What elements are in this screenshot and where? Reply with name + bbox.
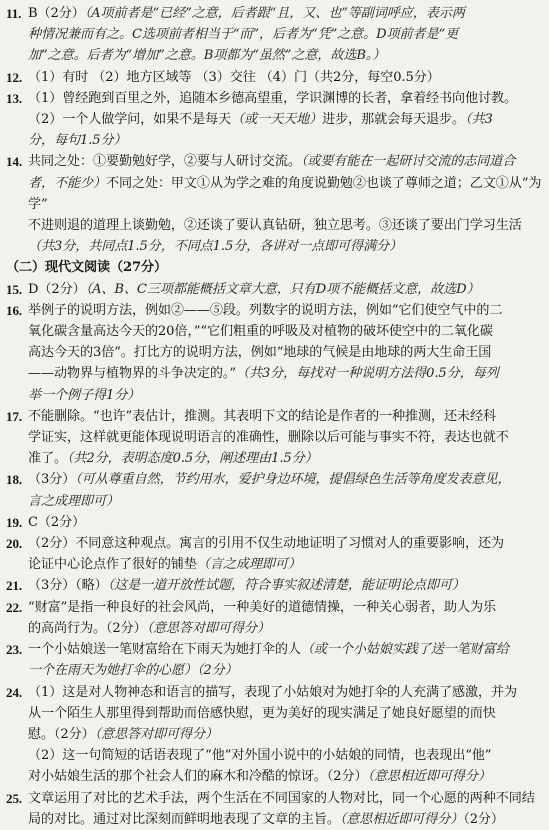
question-number: 23. <box>6 642 23 658</box>
answer-text <box>28 3 543 67</box>
answer-phrase: （1）曾经跑到百里之外，追随本乡德高望重，学识渊博的长者，拿着经书向他讨教。 <box>28 90 517 106</box>
answer-phrase: 进步，那就会每天退步。 <box>322 112 466 128</box>
answer-line <box>28 491 543 512</box>
answer-line <box>28 173 543 215</box>
answer-item <box>6 88 543 152</box>
scoring-note: （A项前者是“已经”之意，后者跟“且，又、也”等副词呼应，表示两 <box>84 6 465 21</box>
answer-phrase: （3分） <box>28 472 76 488</box>
answer-phrase: 不能删除。“也许”表估计，推测。其表明下文的结论是作者的一种推测，还未经科 <box>28 408 496 424</box>
answer-phrase: 的高尚行为。（2分） <box>28 620 147 636</box>
section-heading: （二）现代文阅读（27分） <box>6 260 167 276</box>
answer-phrase: 从一个陌生人那里得到帮助而倍感快慰，更为美好的现实满足了她良好愿望的而快 <box>28 705 496 721</box>
answer-line <box>28 45 543 66</box>
answer-item <box>6 512 543 533</box>
answer-item <box>6 406 543 470</box>
answer-text <box>28 300 543 406</box>
scoring-note: （共2分，表明态度0.5分，阐述理由1.5分） <box>66 451 318 467</box>
answer-phrase: （1）有时 （2）地方区域等 （3）交往 （4）门（共2分，每空0.5分） <box>28 69 440 85</box>
question-number: 20. <box>6 536 23 552</box>
question-number: 17. <box>6 408 23 424</box>
question-number: 16. <box>6 302 23 318</box>
question-number: 18. <box>6 472 23 488</box>
scoring-note: 言之成理即可） <box>28 493 119 509</box>
answer-line <box>28 597 543 618</box>
answer-phrase: 举例子的说明方法，例如②——⑤段。列数字的说明方法，例如“它们使空气中的二 <box>28 302 503 318</box>
answer-line <box>28 448 543 469</box>
question-number: 19. <box>6 514 23 530</box>
scoring-note: 种情况兼而有之。C选项前者相当于“而”，后者为“凭”之意。D项前者是“更 <box>28 27 459 43</box>
answer-line <box>28 109 543 130</box>
answer-line <box>28 342 543 363</box>
answer-text <box>28 67 543 88</box>
answer-line <box>28 766 543 787</box>
answer-line <box>28 512 543 533</box>
answer-item <box>6 639 543 681</box>
answer-item <box>6 469 543 511</box>
scoring-note: （意思相近即可得分） <box>367 769 491 785</box>
answer-line <box>28 215 543 236</box>
answer-line <box>28 3 543 24</box>
answer-line <box>28 639 543 660</box>
scoring-note: （或一个小姑娘实践了送一笔财富给 <box>300 642 509 658</box>
answer-phrase: “财富”是指一种良好的社会风尚，一种美好的道德情操，一种关心弱者，助人为乐 <box>28 599 496 615</box>
answer-line <box>28 151 543 172</box>
answer-line <box>28 533 543 554</box>
question-number: 13. <box>6 90 23 106</box>
scoring-note: （意思相近即可得分） <box>339 811 464 827</box>
answer-line <box>28 427 543 448</box>
answer-item <box>6 151 543 257</box>
answer-text <box>28 575 543 596</box>
question-number: 12. <box>6 69 23 85</box>
answer-line <box>28 385 543 406</box>
question-number: 15. <box>6 281 23 297</box>
scoring-note: 举一个例子得1分） <box>28 387 141 403</box>
scoring-note: （意思答对即可得分） <box>146 620 271 636</box>
answer-line <box>28 554 543 575</box>
answer-text <box>28 597 543 639</box>
answer-text <box>28 88 543 152</box>
scoring-note: （这是一道开放性试题，符合事实叙述清楚，能证明论点即可） <box>107 578 465 594</box>
answer-line <box>28 575 543 596</box>
scoring-note: （意思答对即可得分） <box>94 726 219 742</box>
answer-phrase: D（2分） <box>28 281 86 297</box>
answer-phrase: 学证实，这样就更能体现说明语言的准确性，删除以后可能与事实不符，表达也就不 <box>28 430 509 446</box>
answer-line <box>28 279 543 300</box>
answer-text <box>28 151 543 257</box>
answer-phrase: C（2分） <box>28 514 86 530</box>
question-number: 11. <box>6 6 22 21</box>
answer-text <box>28 279 543 300</box>
answer-phrase: （2分）不同意这种观点。寓言的引用不仅生动地证明了习惯对人的重要影响，还为 <box>28 536 505 552</box>
answer-phrase: 共同之处：①要勤勉好学，②要与人研讨交流。 <box>28 154 301 170</box>
scoring-note: （A、B、C三项都能概括文章大意，只有D项不能概括文意，故选D） <box>85 281 480 297</box>
answer-text <box>28 406 543 470</box>
answer-phrase: （1）这是对人物神态和语言的描写，表现了小姑娘对为她打伞的人充满了感激，并为 <box>28 684 517 700</box>
answer-phrase: B（2分） <box>28 6 85 21</box>
answer-item <box>6 575 543 596</box>
answer-line <box>28 321 543 342</box>
question-number: 14. <box>6 154 23 170</box>
answer-line <box>28 300 543 321</box>
answer-line <box>28 809 543 830</box>
scoring-note: 一个在雨天为她打伞的心愿）（2分） <box>28 663 238 679</box>
answer-text <box>28 682 543 788</box>
answer-item <box>6 67 543 88</box>
answer-line <box>28 618 543 639</box>
answer-item <box>6 3 543 67</box>
scoring-note: （言之成理即可） <box>196 557 301 573</box>
answer-phrase: ——动物界与植物界的斗争决定的。” <box>28 366 236 382</box>
answer-line <box>28 724 543 745</box>
answer-phrase: 一个小姑娘送一笔财富给在下雨天为她打伞的人 <box>28 642 301 658</box>
answer-phrase: 文章运用了对比的艺术手法，两个生活在不同国家的人物对比，同一个心愿的两种不同结 <box>28 790 535 806</box>
answer-phrase: 不进则退的道理上谈勤勉，②还谈了要认真钻研，独立思考。③还谈了要出门学习生活 <box>28 218 522 234</box>
answer-line <box>28 236 543 257</box>
answer-line <box>28 660 543 681</box>
answer-item <box>6 300 543 406</box>
answer-phrase: 慰。（2分） <box>28 726 95 742</box>
answer-phrase: （2）这一句简短的话语表现了“他”对外国小说中的小姑娘的同情，也表现出“他” <box>28 748 492 764</box>
answer-line <box>28 788 543 809</box>
answer-line <box>28 745 543 766</box>
answer-line <box>28 363 543 384</box>
answer-line <box>28 469 543 490</box>
answer-text <box>28 469 543 511</box>
answer-item <box>6 788 543 830</box>
answer-line <box>28 67 543 88</box>
answer-line <box>28 406 543 427</box>
answer-item <box>6 597 543 639</box>
scoring-note: 加”之意。后者为“增加”之意。B项都为“虽然”之意，故选B。） <box>28 48 386 64</box>
answer-phrase: （3分）（略） <box>28 578 108 594</box>
answer-phrase: 氧化碳含量高达今天的20倍，”“它们粗重的呼吸及对植物的破坏使空中的二氧化碳 <box>28 324 493 340</box>
answer-text <box>28 788 543 830</box>
answer-line <box>28 130 543 151</box>
answer-text <box>28 512 543 533</box>
answer-line <box>28 24 543 45</box>
answer-text <box>28 639 543 681</box>
scoring-note: （或一天天地） <box>231 112 323 128</box>
answer-phrase: 准了。 <box>28 451 67 467</box>
question-number: 21. <box>6 578 23 594</box>
answer-line <box>28 682 543 703</box>
question-number: 24. <box>6 684 23 700</box>
question-number: 22. <box>6 599 23 615</box>
answer-phrase: 高达今天的3倍”。打比方的说明方法，例如“地球的气候是由地球的两大生命王国 <box>28 345 492 361</box>
answer-phrase: （2）一个人做学问，如果不是每天 <box>28 112 232 128</box>
scoring-note: 分，每句1.5分） <box>28 133 127 149</box>
answer-phrase: 不同之处：甲文①从为学之难的角度说勤勉②也谈了尊师之道；乙文①从“为学” <box>28 175 542 212</box>
scoring-note: （共3分，共同点1.5分，不同点1.5分，各讲对一点即可得满分） <box>28 239 403 255</box>
answer-line <box>28 88 543 109</box>
answer-phrase: 论证中心论点作了很好的铺垫 <box>28 557 197 573</box>
answer-phrase: 局的对比。通过对比深刻而鲜明地表现了文章的主旨。 <box>28 811 340 827</box>
scoring-note: （共3分，每找对一种说明方法得0.5分，每列 <box>235 366 499 382</box>
scoring-note: （或要有能在一起研讨交流的志同道合 <box>300 154 516 170</box>
question-number: 25. <box>6 790 23 806</box>
answer-item <box>6 533 543 575</box>
answer-item <box>6 279 543 300</box>
answer-line <box>28 703 543 724</box>
scoring-note: （可从尊重自然，节约用水，爱护身边环境，提倡绿色生活等角度发表意见， <box>75 472 511 488</box>
answer-phrase: （2分） <box>463 811 504 827</box>
answer-phrase: 对小姑娘生活的那个社会人们的麻木和冷酷的惊讶。（2分） <box>28 769 368 785</box>
scoring-note: 者，不能少） <box>28 175 106 191</box>
answer-item <box>6 682 543 788</box>
answer-text <box>28 533 543 575</box>
scoring-note: （共3 <box>465 112 493 128</box>
